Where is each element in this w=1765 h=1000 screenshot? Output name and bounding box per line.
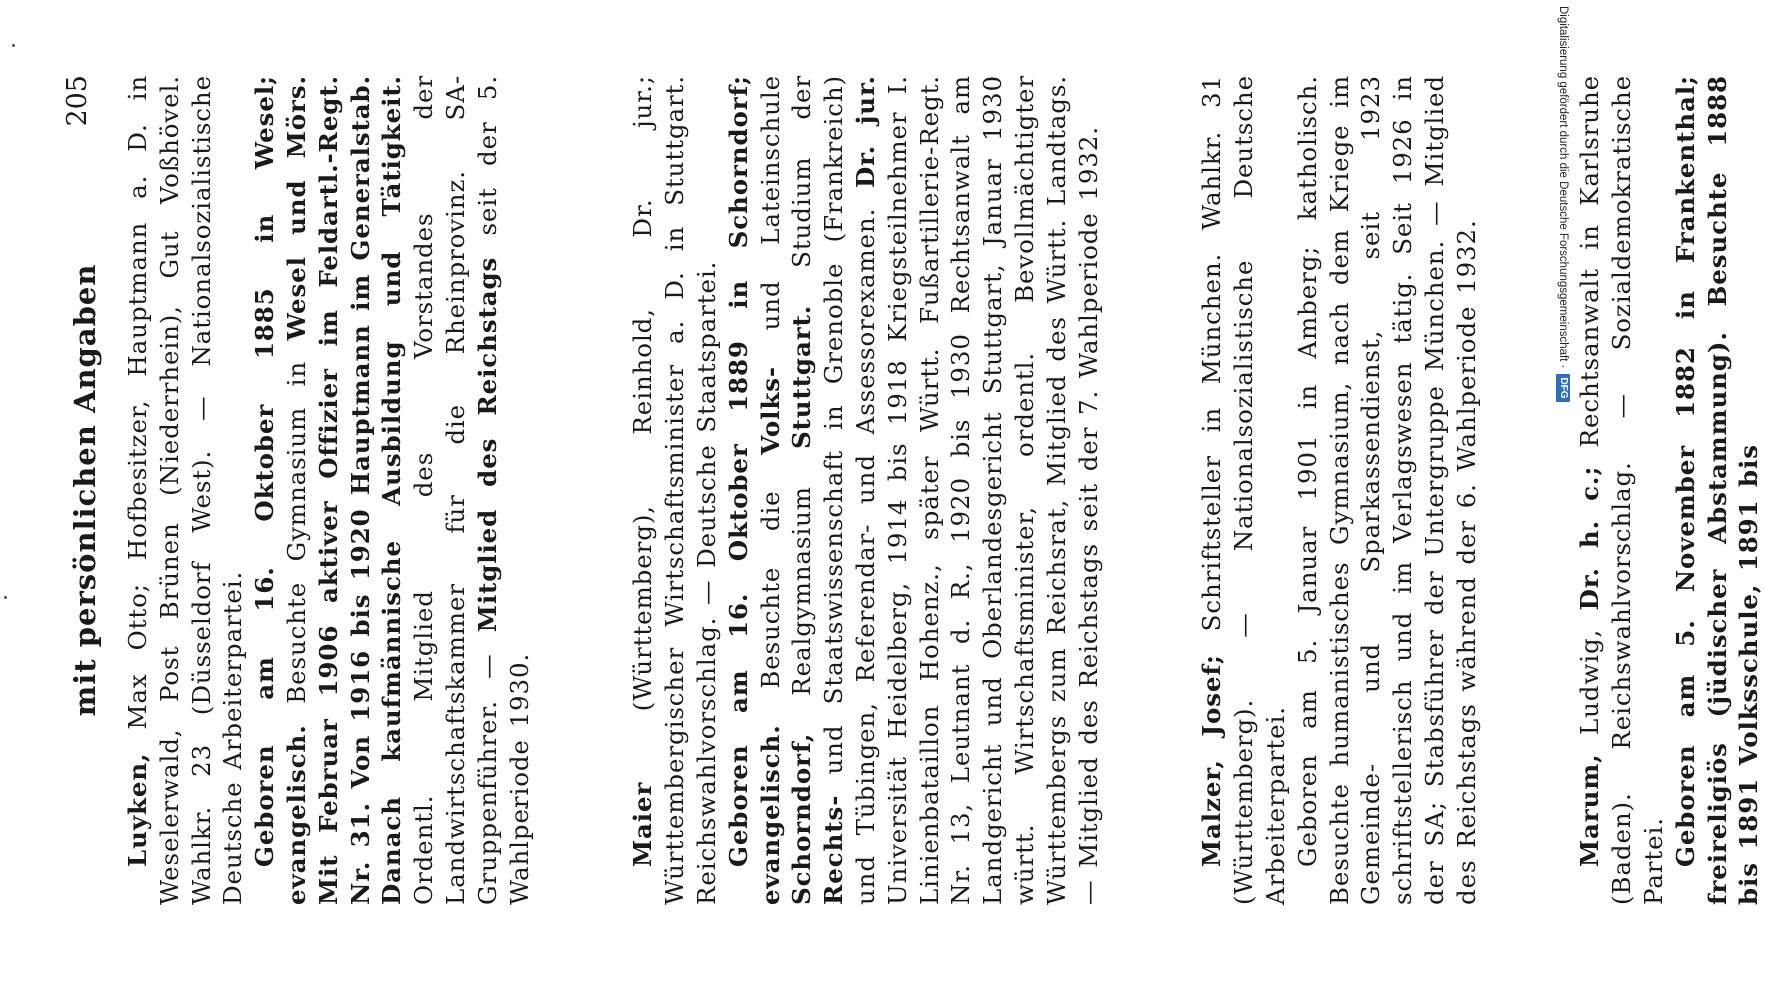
entry-body-paragraph xyxy=(1292,75,1483,905)
bold-text-run: Dr. h. c.; xyxy=(1575,465,1605,611)
running-title: mit persönlichen Angaben xyxy=(68,263,102,717)
biography-entry xyxy=(122,75,535,905)
text-run: Schriftsteller in München. Wahlkr. 31 (Württemberg). — Nationalsozialistische Deutsche Arbeiterpartei. xyxy=(1197,75,1290,905)
running-head xyxy=(62,75,122,905)
text-run: und Lateinschule xyxy=(755,75,785,367)
bold-text-run: Mitglied des Reichstags xyxy=(472,256,502,633)
text-run: Max Otto; Hofbesitzer, Hauptmann a. D. in Weselerwald, Post Brünen (Niederrhein), Gut Voßhövel. Wahlkr. 23 (Düsseldorf West). — Nationalsozialistische Deutsche Arbeiterpartei. xyxy=(123,75,248,905)
entry-heading-paragraph xyxy=(627,75,722,905)
bold-text-run: Volks- xyxy=(755,366,785,455)
text-run: Studium der xyxy=(787,75,817,305)
bold-text-run: Dr. jur. xyxy=(850,75,880,189)
bold-text-run: Josef; xyxy=(1197,654,1227,737)
credit-text: Digitalisierung gefördert durch die Deutsche Forschungsgemeinschaft · xyxy=(1557,6,1569,369)
text-run: Besuchte Gymnasium in xyxy=(281,340,311,725)
text-run: Rechtsanwalt in Karlsruhe (Baden). Reichswahlvorschlag. — Sozialdemokratische Partei. xyxy=(1575,74,1669,905)
text-run: Geboren am 5. Januar 1901 in Amberg; katholisch. Besuchte humanistisches Gymnasium, nach dem Kriege im Gemeinde- und Sparkassendienst, seit 1923 schriftstellerisch und im Verlagswesen tätig. Seit 1926 in der SA; Stabsführer der Untergruppe München. — Mitglied des Reichstags während der 6. Wahlperiode 1932. xyxy=(1292,75,1481,905)
biography-entry xyxy=(1574,75,1765,905)
entry-heading-paragraph xyxy=(122,75,249,905)
bold-text-run: Geboren am 16. Oktober 1889 in Schorndorf; evangelisch. xyxy=(723,75,785,905)
entry-heading-paragraph xyxy=(1196,75,1291,905)
bold-text-run: Luyken, xyxy=(123,752,152,867)
bold-text-run: Geboren am 5. November 1882 in Frankenthal; freireligiös (jüdischer Abstammung). Besuchte 1888 bis 1891 Volksschule, 1891 bis xyxy=(1670,75,1764,905)
entry-body-paragraph xyxy=(1670,75,1765,905)
biography-entry xyxy=(1196,75,1482,905)
text-run xyxy=(1197,736,1226,759)
bold-text-run: Geboren am 16. Oktober 1885 in Wesel; evangelisch. xyxy=(250,75,311,905)
bold-text-run: Stuttgart. xyxy=(787,304,817,450)
bold-text-run: Rechts- xyxy=(819,794,849,905)
bold-text-run: Malzer, xyxy=(1197,759,1227,867)
bold-text-run: Marum, xyxy=(1575,753,1605,867)
page-body xyxy=(62,75,1765,905)
entry-heading-paragraph xyxy=(1574,75,1669,905)
text-run: seit der 5. Wahlperiode 1930. xyxy=(472,74,534,905)
dfg-logo: DFG xyxy=(1556,374,1570,401)
bold-text-run: Maier xyxy=(628,781,658,867)
entry-body-paragraph xyxy=(723,75,1105,905)
text-run: und Staatswissenschaft in Grenoble (Frankreich) und Tübingen, Referendar- und Assessorexamen. xyxy=(819,75,880,905)
text-run: (Württemberg), Reinhold, Dr. jur.; Württembergischer Wirtschaftsminister a. D. in Stuttgart. Reichswahlvorschlag. — Deutsche Staatspartei. xyxy=(628,75,721,905)
text-run: Ordentl. Mitglied des Vorstandes der Landwirtschaftskammer für die Rheinprovinz. SA-Gruppenführer. — xyxy=(409,75,502,905)
biography-entry xyxy=(627,75,1104,905)
biography-entries xyxy=(122,75,1765,905)
bold-text-run: Schorndorf, xyxy=(787,732,817,905)
entry-body-paragraph xyxy=(249,75,535,905)
text-run: Ludwig, xyxy=(1575,610,1605,754)
page-number: 205 xyxy=(62,75,93,127)
bold-text-run: Wesel und Mörs. Mit Februar 1906 aktiver Offizier im Feldartl.-Regt. Nr. 31. Von 1916 bis 1920 Hauptmann im Generalstab. Danach kaufmännische Ausbildung und Tätigkeit. xyxy=(281,75,407,905)
text-run: Universität Heidelberg, 1914 bis 1918 Kriegsteilnehmer I. Linienbataillon Hohenz., später Württ. Fußartillerie-Regt. Nr. 13, Leutnant d. R., 1920 bis 1930 Rechtsanwalt am Landgericht und Oberlandesgericht Stuttgart, Januar 1930 württ. Wirtschaftsminister, ordentl. Bevollmächtigter Württembergs zum Reichsrat, Mitglied des Württ. Landtags. — Mitglied des Reichstags seit der 7. Wahlperiode 1932. xyxy=(882,75,1103,905)
text-run: Realgymnasium xyxy=(787,449,817,733)
text-run: Besuchte die xyxy=(755,454,785,725)
digitization-credit xyxy=(1556,6,1574,986)
